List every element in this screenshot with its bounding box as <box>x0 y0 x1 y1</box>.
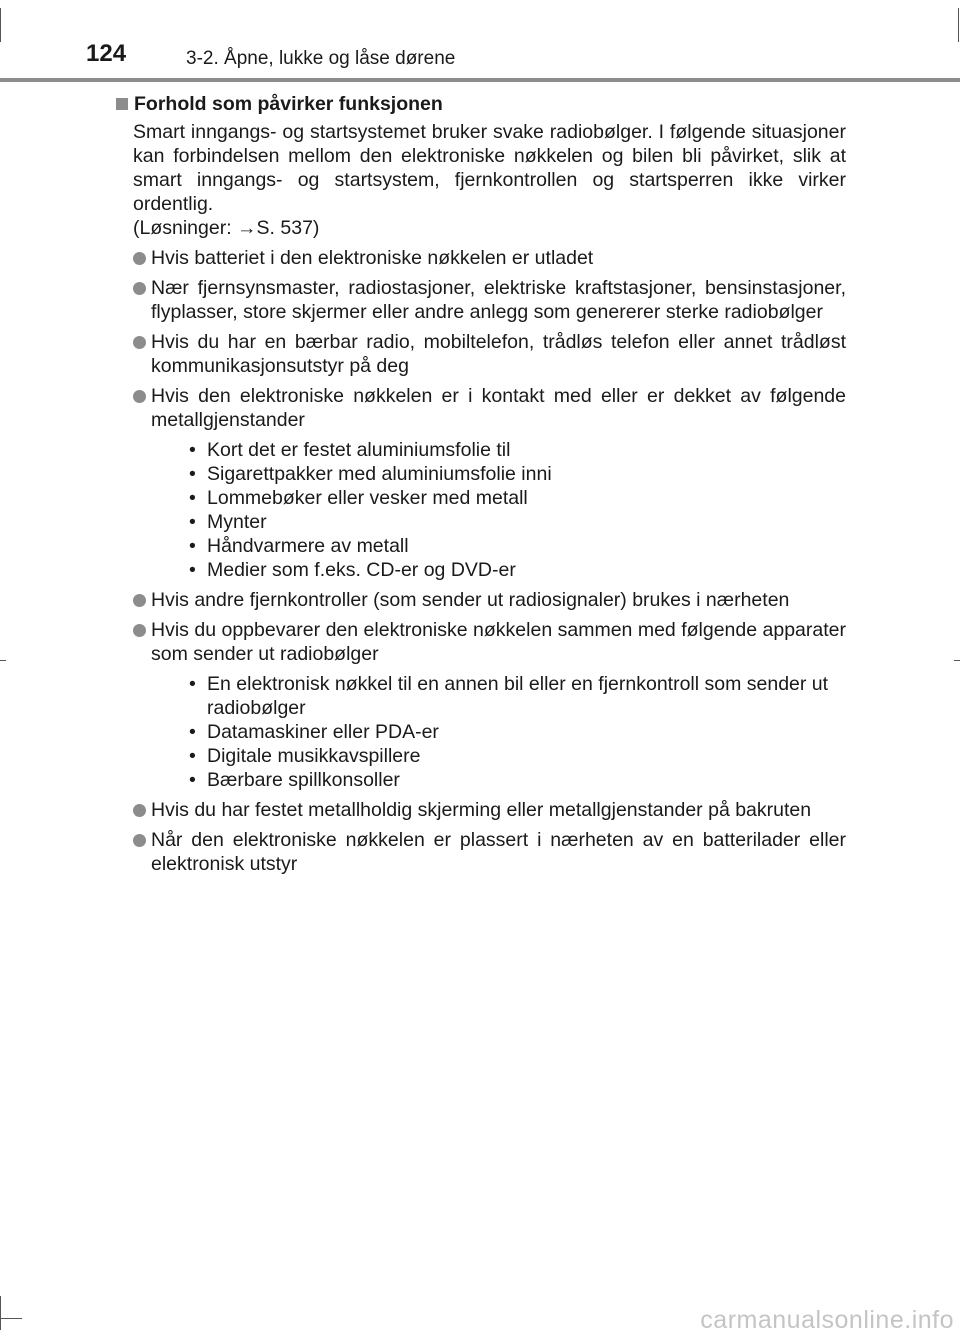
circle-bullet-icon <box>133 336 146 349</box>
page-number: 124 <box>86 40 127 67</box>
crop-mark <box>0 1318 22 1319</box>
list-item <box>114 384 846 582</box>
list-item-text: Hvis du har festet metallholdig skjerming eller metallgjenstander på bakruten <box>151 799 812 821</box>
section-intro <box>133 120 846 240</box>
sub-list-item-text: Lommebøker eller vesker med metall <box>207 487 528 509</box>
intro-paragraph: Smart inngangs- og startsystemet bruker svake radiobølger. I følgende situasjoner kan forbindelsen mellom den elektroniske nøkkelen og bilen bli påvirket, slik at smart inngangs- og startsystem, fjernkontrollen og startsperren ikke virker ordentlig. <box>133 121 846 215</box>
circle-bullet-icon <box>133 624 146 637</box>
crop-mark <box>954 660 960 661</box>
sub-list-item <box>151 486 846 510</box>
sub-list <box>151 438 846 582</box>
list-item <box>114 276 846 324</box>
sub-list-item <box>151 558 846 582</box>
sub-list-item <box>151 510 846 534</box>
section-heading <box>114 92 846 116</box>
circle-bullet-icon <box>133 594 146 607</box>
bullet-icon: • <box>189 769 196 791</box>
circle-bullet-icon <box>133 804 146 817</box>
sub-list-item <box>151 672 846 720</box>
list-item <box>114 588 846 612</box>
bullet-icon: • <box>189 511 196 533</box>
crop-mark <box>0 1296 1 1330</box>
sub-list-item <box>151 438 846 462</box>
crop-mark <box>0 660 6 661</box>
circle-bullet-icon <box>133 390 146 403</box>
sub-list-item <box>151 744 846 768</box>
list-item <box>114 330 846 378</box>
condition-list <box>114 246 846 876</box>
sub-list-item <box>151 534 846 558</box>
square-bullet-icon <box>116 98 128 110</box>
bullet-icon: • <box>189 535 196 557</box>
sub-list-item-text: Sigarettpakker med aluminiumsfolie inni <box>207 463 552 485</box>
circle-bullet-icon <box>133 252 146 265</box>
intro-reference: (Løsninger: →S. 537) <box>133 217 320 239</box>
watermark: carmanualsonline.info <box>700 1306 954 1334</box>
list-item-text: Hvis du har en bærbar radio, mobiltelefon, trådløs telefon eller annet trådløst kommunikasjonsutstyr på deg <box>151 331 846 377</box>
list-item <box>114 828 846 876</box>
header-rule <box>0 78 960 82</box>
list-item-text: Nær fjernsynsmaster, radiostasjoner, elektriske kraftstasjoner, bensinstasjoner, flyplasser, store skjermer eller andre anlegg som genererer sterke radiobølger <box>151 277 846 323</box>
list-item-text: Hvis andre fjernkontroller (som sender ut radiosignaler) brukes i nærheten <box>151 589 790 611</box>
list-item-text: Hvis du oppbevarer den elektroniske nøkkelen sammen med følgende apparater som sender ut radiobølger <box>151 619 846 665</box>
sub-list-item <box>151 462 846 486</box>
sub-list <box>151 672 846 792</box>
section-heading-text: Forhold som påvirker funksjonen <box>134 93 443 115</box>
bullet-icon: • <box>189 673 196 695</box>
bullet-icon: • <box>189 439 196 461</box>
list-item <box>114 246 846 270</box>
sub-list-item-text: Digitale musikkavspillere <box>207 745 421 767</box>
sub-list-item-text: Kort det er festet aluminiumsfolie til <box>207 439 511 461</box>
list-item-text: Hvis batteriet i den elektroniske nøkkelen er utladet <box>151 247 594 269</box>
bullet-icon: • <box>189 721 196 743</box>
list-item-text: Når den elektroniske nøkkelen er plassert i nærheten av en batterilader eller elektronisk utstyr <box>151 829 846 875</box>
bullet-icon: • <box>189 745 196 767</box>
circle-bullet-icon <box>133 834 146 847</box>
page-content <box>114 92 846 876</box>
sub-list-item <box>151 768 846 792</box>
chapter-title: 3-2. Åpne, lukke og låse dørene <box>186 48 456 69</box>
sub-list-item-text: En elektronisk nøkkel til en annen bil eller en fjernkontroll som sender ut radiobølger <box>207 673 829 719</box>
page-header <box>0 0 960 82</box>
list-item <box>114 618 846 792</box>
list-item <box>114 798 846 822</box>
sub-list-item <box>151 720 846 744</box>
circle-bullet-icon <box>133 282 146 295</box>
list-item-text: Hvis den elektroniske nøkkelen er i kontakt med eller er dekket av følgende metallgjenstander <box>151 385 846 431</box>
bullet-icon: • <box>189 487 196 509</box>
sub-list-item-text: Datamaskiner eller PDA-er <box>207 721 439 743</box>
bullet-icon: • <box>189 463 196 485</box>
sub-list-item-text: Mynter <box>207 511 267 533</box>
bullet-icon: • <box>189 559 196 581</box>
sub-list-item-text: Bærbare spillkonsoller <box>207 769 400 791</box>
sub-list-item-text: Medier som f.eks. CD-er og DVD-er <box>207 559 516 581</box>
sub-list-item-text: Håndvarmere av metall <box>207 535 409 557</box>
